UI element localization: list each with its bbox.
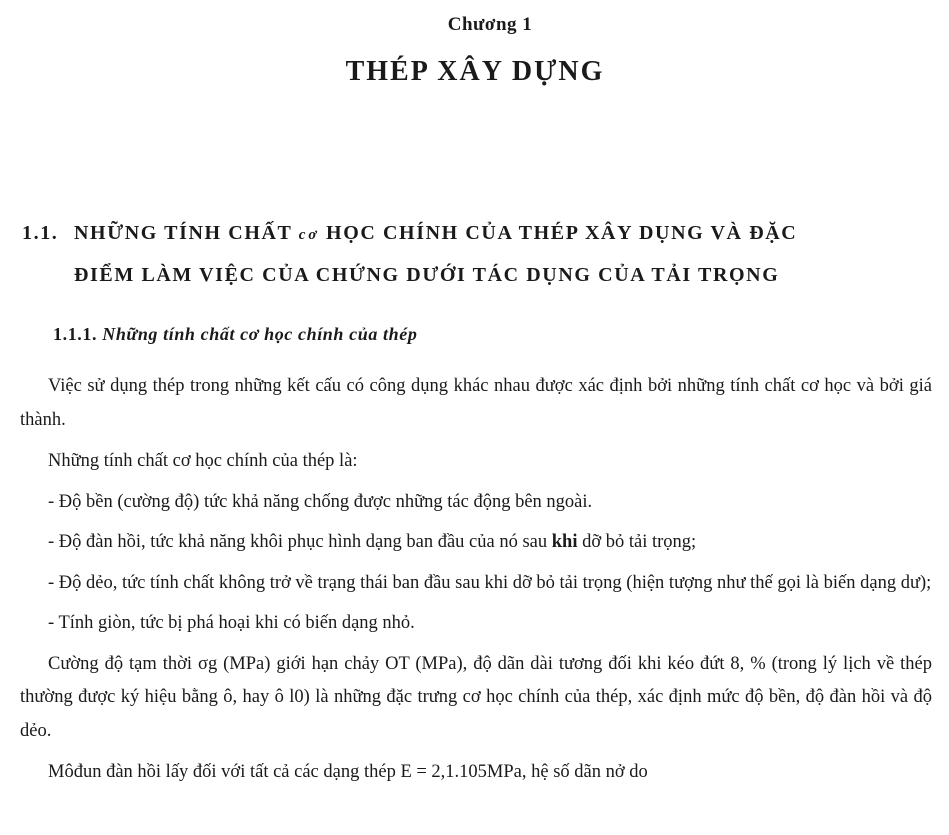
list-item-plasticity: - Độ dẻo, tức tính chất không trở về trạng thái ban đầu sau khi dỡ bỏ tải trọng (hiện tượng như thế gọi là biến dạng dư); <box>48 572 932 593</box>
elasticity-text-before: - Độ đàn hồi, tức khả năng khôi phục hình dạng ban đầu của nó sau <box>48 532 552 552</box>
chapter-title: THÉP XÂY DỰNG <box>345 56 605 87</box>
elasticity-bold-word: khi <box>551 532 578 552</box>
section-heading-part1: NHỮNG TÍNH CHẤT <box>74 222 293 244</box>
subsection-number: 1.1.1. <box>53 324 98 344</box>
paragraph-usage: Việc sử dụng thép trong những kết cấu có công dụng khác nhau được xác định bởi những tính chất cơ học và bởi giá thành. <box>20 376 932 430</box>
chapter-label: Chương 1 <box>447 14 533 35</box>
list-item-elasticity <box>20 526 932 560</box>
body-text <box>20 370 932 798</box>
list-item-strength: - Độ bền (cường độ) tức khả năng chống được những tác động bên ngoài. <box>48 491 593 512</box>
section-number: 1.1. <box>22 222 59 244</box>
paragraph-strength-values: Cường độ tạm thời σg (MPa) giới hạn chảy OT (MPa), độ dãn dài tương đối khi kéo đứt 8, % (trong lý lịch về thép thường được ký hiệu bằng ô, hay ô l0) là những đặc trưng cơ học chính của thép, xác định mức độ bền, độ đàn hồi và độ dẻo. <box>20 653 932 741</box>
elasticity-text-after: dỡ bỏ tải trọng; <box>577 532 697 552</box>
subsection-heading <box>53 324 417 345</box>
section-heading <box>22 213 934 295</box>
paragraph-properties-intro: Những tính chất cơ học chính của thép là: <box>48 451 358 471</box>
list-item-brittleness: - Tính giòn, tức bị phá hoại khi có biến dạng nhỏ. <box>48 613 415 633</box>
subsection-title: Những tính chất cơ học chính của thép <box>102 324 418 344</box>
section-heading-small: cơ <box>298 227 320 243</box>
section-heading-line2: ĐIỂM LÀM VIỆC CỦA CHỨNG DƯỚI TÁC DỤNG CỦA TẢI TRỌNG <box>74 264 780 286</box>
section-heading-line1 <box>22 213 934 255</box>
paragraph-modulus: Môđun đàn hồi lấy đối với tất cả các dạng thép E = 2,1.105MPa, hệ số dãn nở do <box>48 762 648 782</box>
section-heading-part2: HỌC CHÍNH CỦA THÉP XÂY DỤNG VÀ ĐẶC <box>326 222 798 244</box>
